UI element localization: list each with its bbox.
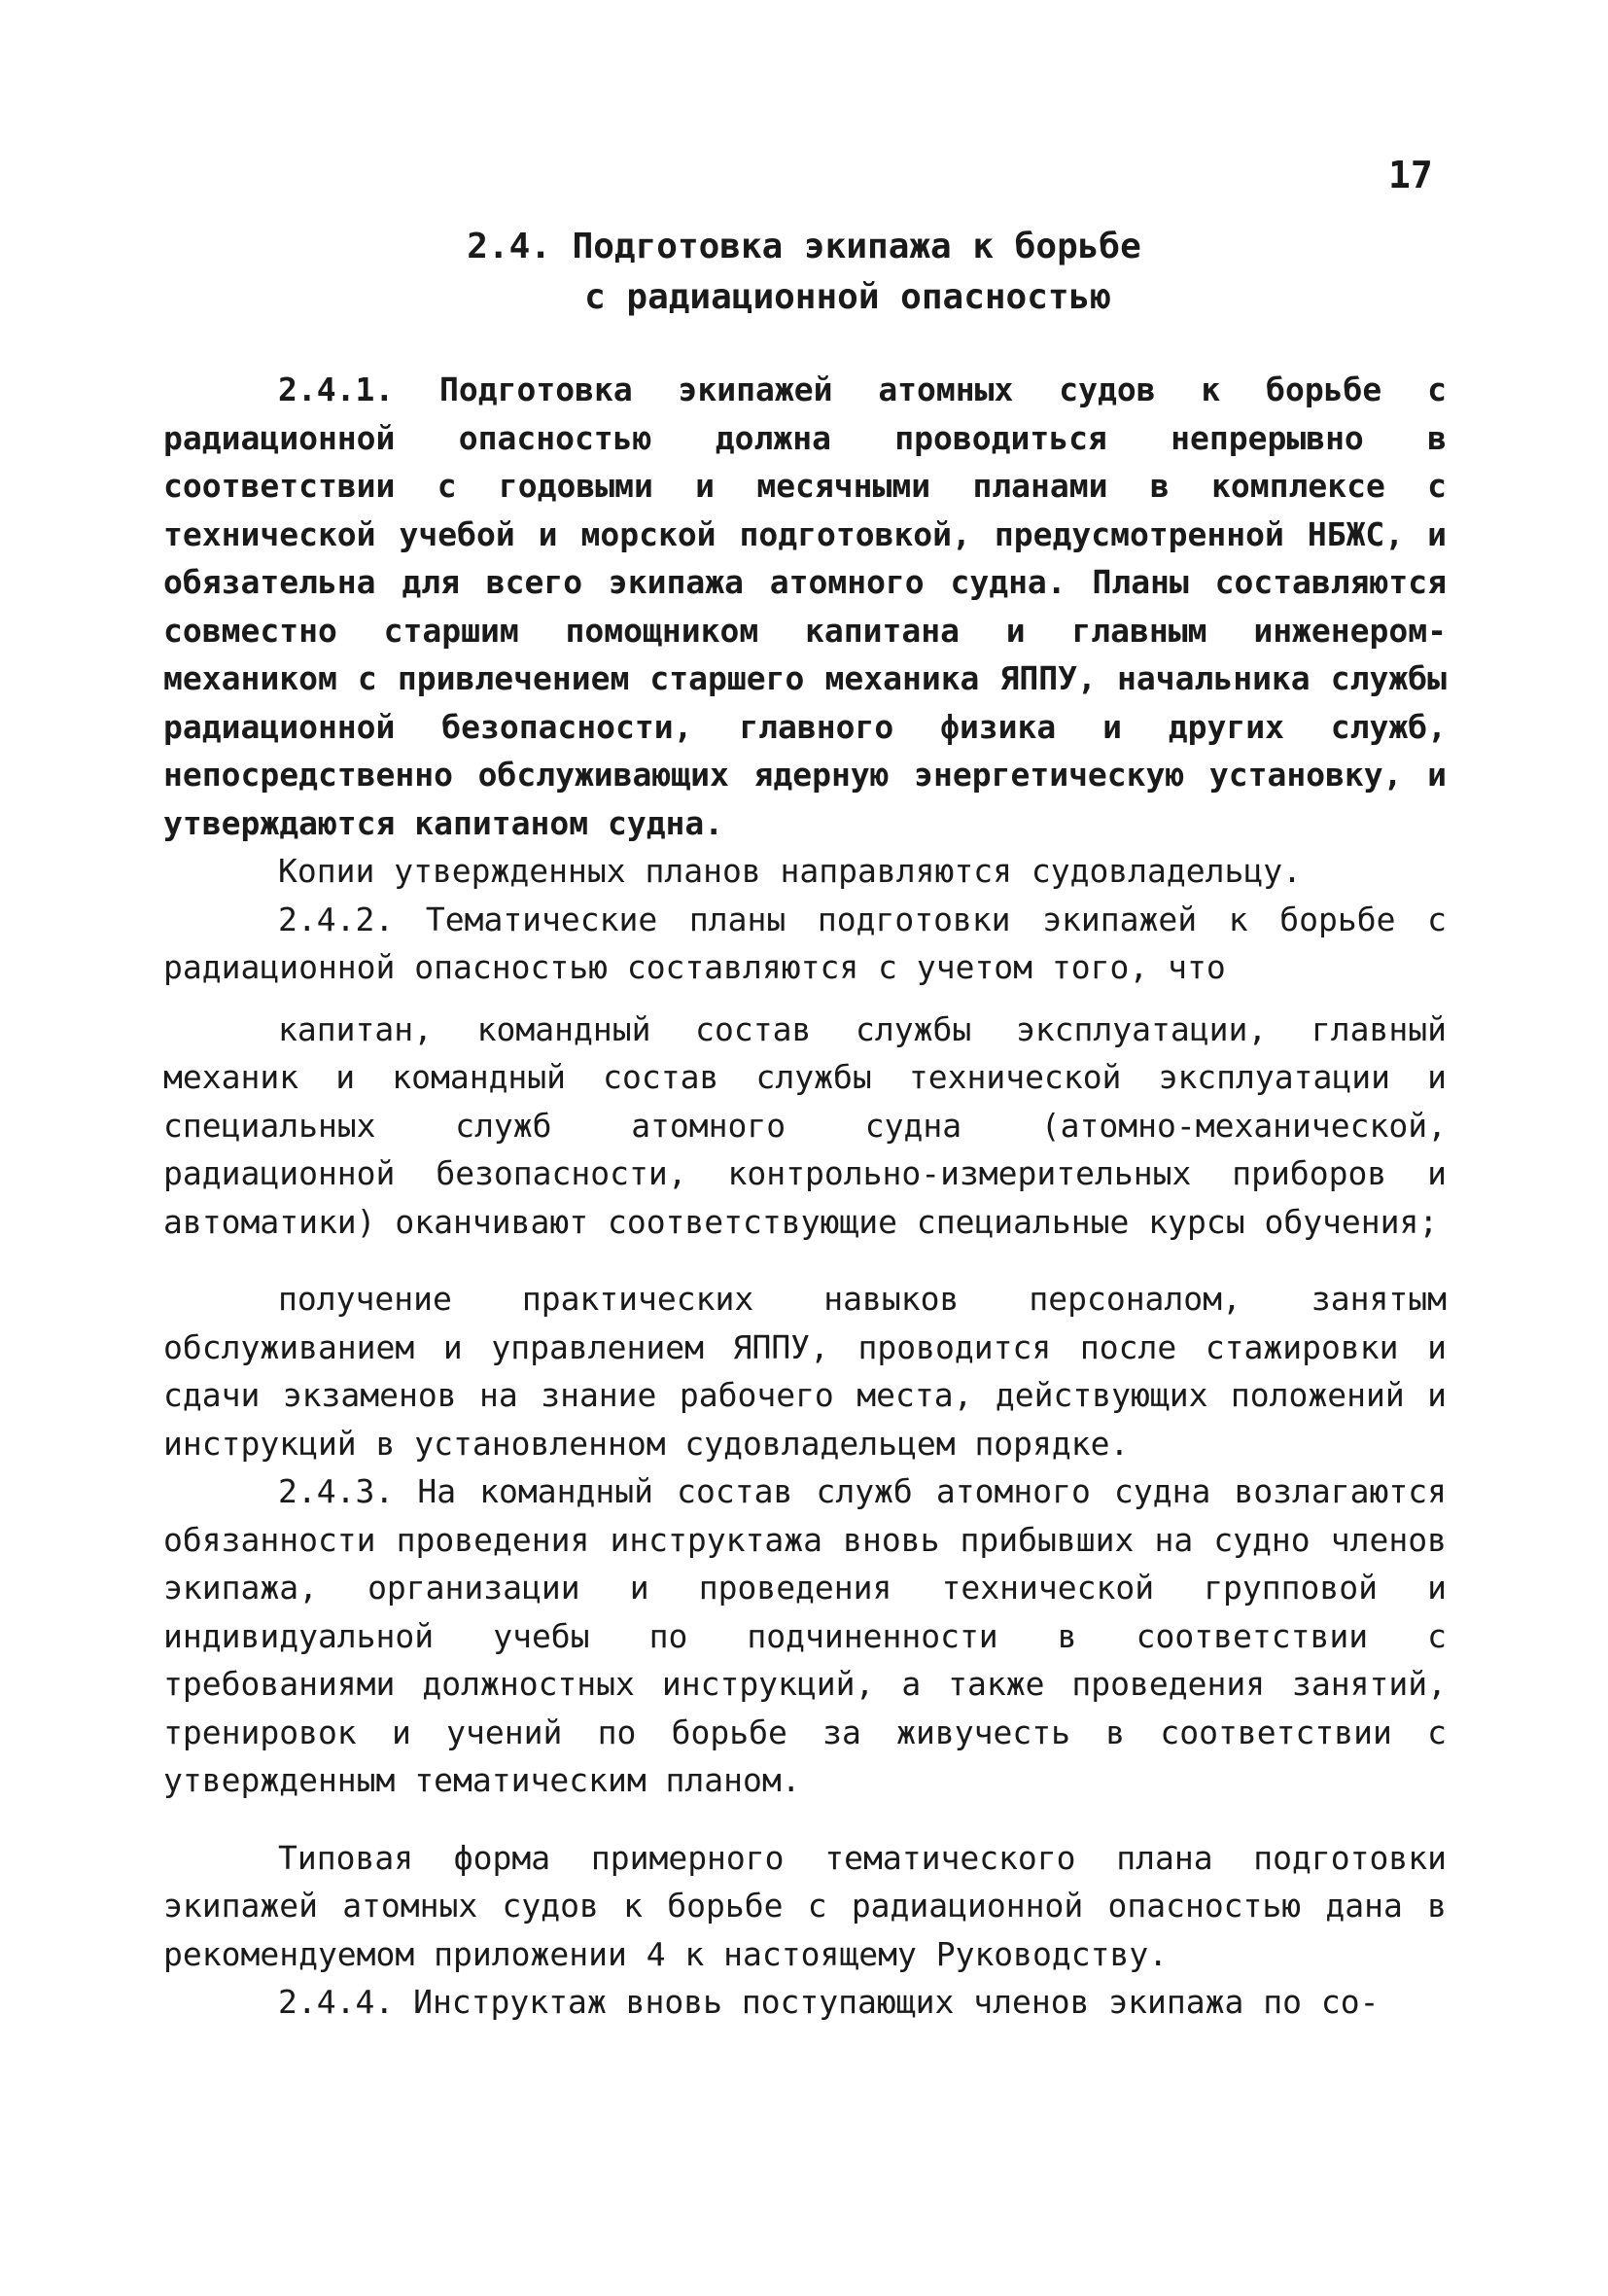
- body-text: [163, 366, 1447, 2027]
- paragraph-2-4-1: 2.4.1. Подготовка экипажей атомных судов к борьбе с радиационной опасностью должна проводиться непрерывно в соответствии с годовыми и месячными планами в комплексе с технической учебой и морской подготовкой, предусмотренной НБЖС, и обязательна для всего экипажа атомного судна. Планы составляются совместно старшим помощником капитана и главным инженером-механиком с привлечением старшего механика ЯППУ, начальника службы радиационной безопасности, главного физика и других служб, непосредственно обслуживающих ядерную энергетическую установку, и утверждаются капитаном судна.: [163, 371, 1447, 842]
- paragraph-captain-courses: капитан, командный состав службы эксплуатации, главный механик и командный состав службы технической эксплуатации и специальных служб атомного судна (атомно-механической, радиационной безопасности, контрольно-измерительных приборов и автоматики) оканчивают соответствующие специальные курсы обучения;: [163, 1009, 1447, 1241]
- paragraph-2-4-3: 2.4.3. На командный состав служб атомного судна возлагаются обязанности проведения инструктажа вновь прибывших на судно членов экипажа, организации и проведения технической групповой и индивидуальной учебы по подчиненности в соответствии с требованиями должностных инструкций, а также проведения занятий, тренировок и учений по борьбе за живучесть в соответствии с утвержденным тематическим планом.: [163, 1472, 1447, 1799]
- paragraph-typical-form: Типовая форма примерного тематического плана подготовки экипажей атомных судов к борьбе с радиационной опасностью дана в рекомендуемом приложении 4 к настоящему Руководству.: [163, 1838, 1447, 1973]
- paragraph-2-4-4: 2.4.4. Инструктаж вновь поступающих членов экипажа по со-: [278, 1983, 1380, 2021]
- section-title-line-2: с радиационной опасностью: [584, 277, 1111, 317]
- paragraph-practical-skills: получение практических навыков персоналом, занятым обслуживанием и управлением ЯППУ, проводится после стажировки и сдачи экзаменов на знание рабочего места, действующих положений и инструкций в установленном судовладельцем порядке.: [163, 1280, 1447, 1463]
- section-title-line-1: 2.4. Подготовка экипажа к борьбе: [467, 227, 1141, 266]
- section-title: [0, 222, 1608, 323]
- page-number: 17: [1388, 154, 1433, 196]
- paragraph-2-4-2: 2.4.2. Тематические планы подготовки экипажей к борьбе с радиационной опасностью составляются с учетом того, что: [163, 900, 1447, 986]
- paragraph-copies: Копии утвержденных планов направляются судовладельцу.: [278, 852, 1302, 890]
